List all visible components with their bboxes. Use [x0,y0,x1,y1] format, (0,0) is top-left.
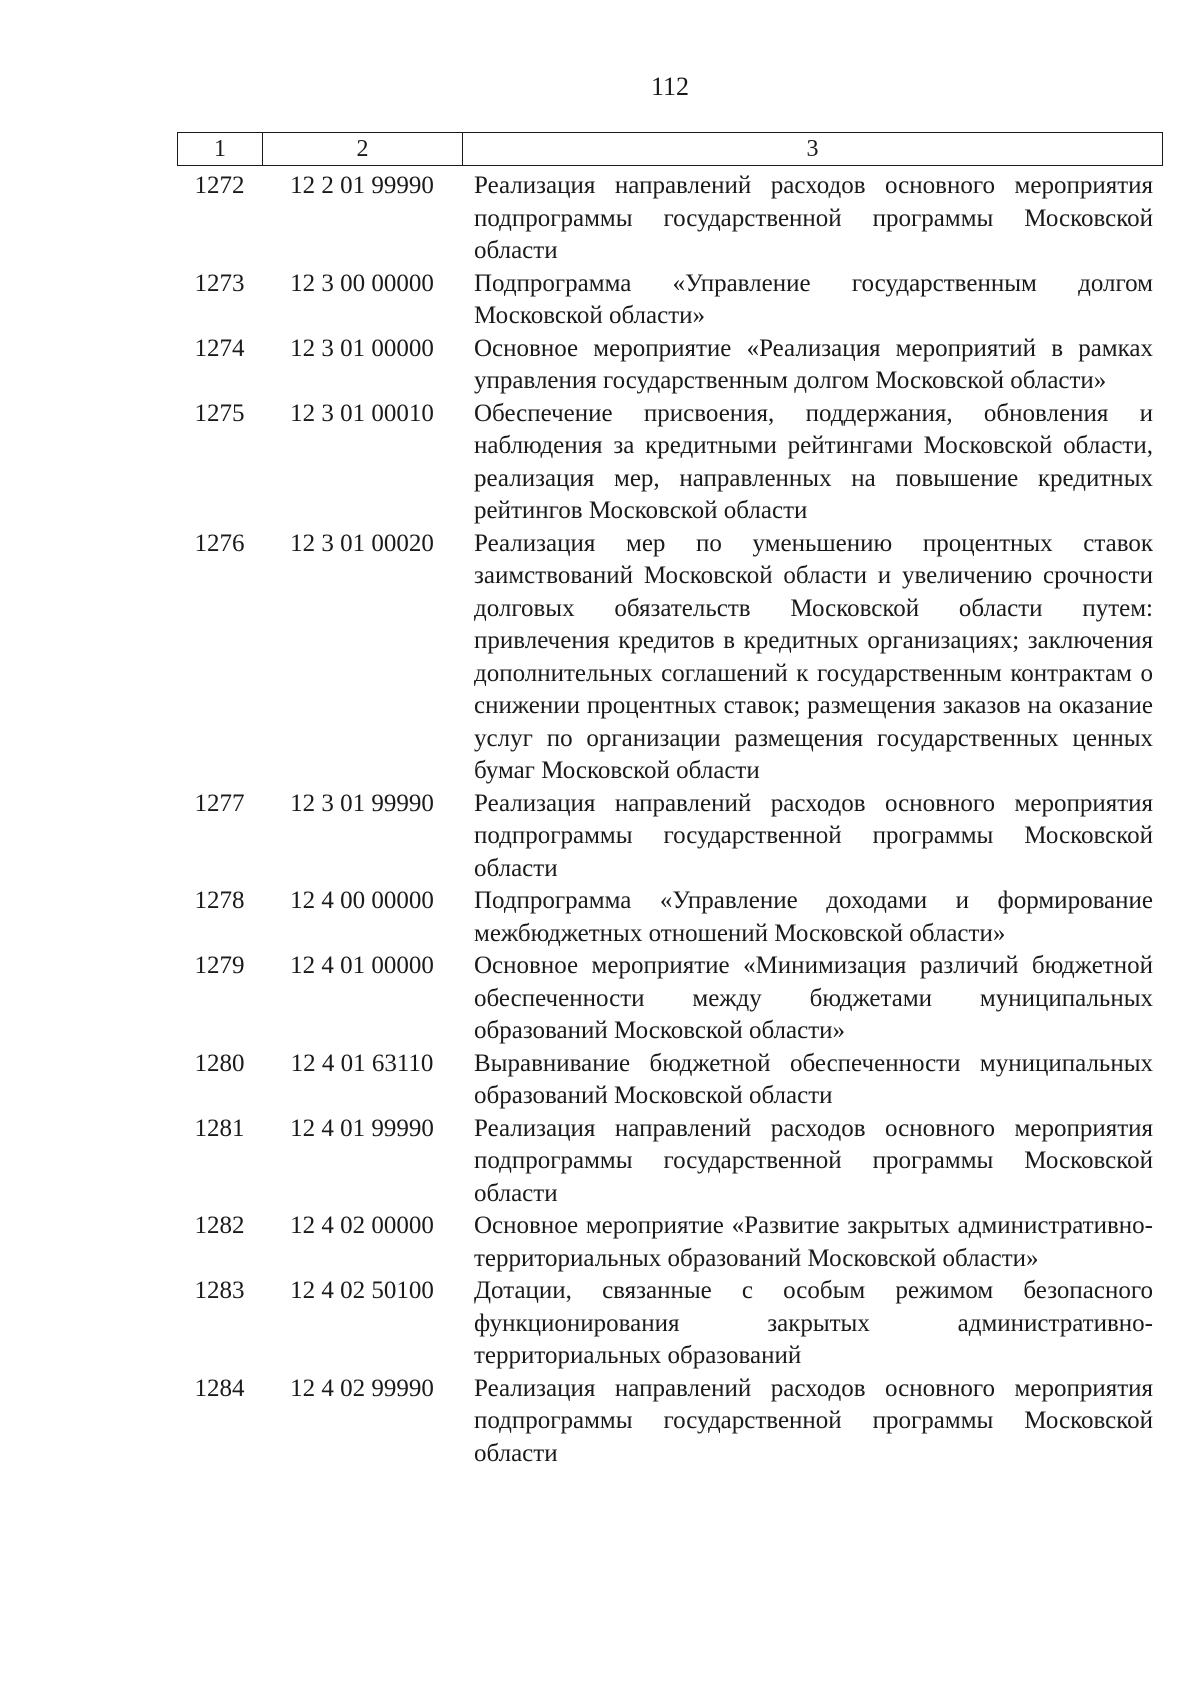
table-header [177,132,1163,166]
row-description: Реализация направлений расходов основного мероприятия подпрограммы государственной программы Московской области [474,1374,1153,1467]
row-number: 1276 [194,529,245,557]
table-row [177,885,1163,950]
table-row [177,950,1163,1048]
row-number: 1277 [194,789,245,817]
row-code: 12 3 01 99990 [290,789,434,817]
row-code: 12 3 01 00010 [290,399,434,427]
row-description: Реализация направлений расходов основного мероприятия подпрограммы государственной программы Московской области [474,1114,1153,1207]
row-number: 1273 [194,269,245,297]
table-row [177,398,1163,528]
row-code: 12 4 00 00000 [290,887,434,914]
row-code: 12 4 01 99990 [290,1114,434,1142]
table-row [177,170,1163,268]
row-code: 12 4 01 63110 [290,1049,434,1077]
row-number: 1278 [194,887,245,914]
row-code: 12 4 02 99990 [290,1374,434,1402]
table-row [177,788,1163,886]
header-col-2: 2 [263,133,463,165]
table-row [177,1275,1163,1373]
header-col-3: 3 [806,136,819,162]
row-description: Реализация направлений расходов основного мероприятия подпрограммы государственной программы Московской области [474,172,1153,264]
row-description: Дотации, связанные с особым режимом безопасного функционирования закрытых административно-территориальных образований [474,1277,1153,1369]
row-number: 1280 [194,1049,245,1077]
table-body [177,170,1163,1470]
page-number: 112 [650,72,690,101]
row-code: 12 4 02 00000 [290,1212,434,1239]
table-row [177,268,1163,333]
row-code: 12 2 01 99990 [290,172,434,199]
row-description: Выравнивание бюджетной обеспеченности муниципальных образований Московской области [474,1049,1153,1109]
table-row [177,1113,1163,1211]
row-number: 1279 [194,952,245,979]
row-code: 12 3 00 00000 [290,269,434,297]
row-code: 12 3 01 00020 [290,529,434,557]
row-number: 1281 [194,1114,245,1142]
header-col-1: 1 [178,133,263,165]
table-row [177,1373,1163,1471]
table-row [177,1048,1163,1113]
row-number: 1283 [194,1277,245,1304]
row-description: Подпрограмма «Управление государственным долгом Московской области» [474,269,1153,329]
row-description: Основное мероприятие «Развитие закрытых административно-территориальных образований Московской области» [474,1212,1153,1272]
row-number: 1284 [194,1374,245,1402]
row-number: 1272 [194,172,245,199]
row-code: 12 4 01 00000 [290,952,434,979]
row-description: Основное мероприятие «Минимизация различий бюджетной обеспеченности между бюджетами муниципальных образований Московской области» [474,952,1153,1044]
row-number: 1282 [194,1212,245,1239]
row-description: Основное мероприятие «Реализация мероприятий в рамках управления государственным долгом Московской области» [474,334,1153,394]
table-row [177,528,1163,788]
table-row [177,1210,1163,1275]
row-code: 12 4 02 50100 [290,1277,434,1304]
table-row [177,333,1163,398]
row-description: Обеспечение присвоения, поддержания, обновления и наблюдения за кредитными рейтингами Московской области, реализация мер, направленных на повышение кредитных рейтингов Московской области [474,399,1153,524]
row-number: 1274 [194,334,245,362]
row-description: Реализация мер по уменьшению процентных ставок заимствований Московской области и увеличению срочности долговых обязательств Московской области путем: привлечения кредитов в кредитных организациях; заключения дополнительных соглашений к государственным контрактам о снижении процентных ставок; размещения заказов на оказание услуг по организации размещения государственных ценных бумаг Московской области [474,529,1153,784]
row-code: 12 3 01 00000 [290,334,434,362]
row-description: Реализация направлений расходов основного мероприятия подпрограммы государственной программы Московской области [474,789,1153,882]
row-number: 1275 [194,399,245,427]
row-description: Подпрограмма «Управление доходами и формирование межбюджетных отношений Московской области» [474,887,1153,947]
